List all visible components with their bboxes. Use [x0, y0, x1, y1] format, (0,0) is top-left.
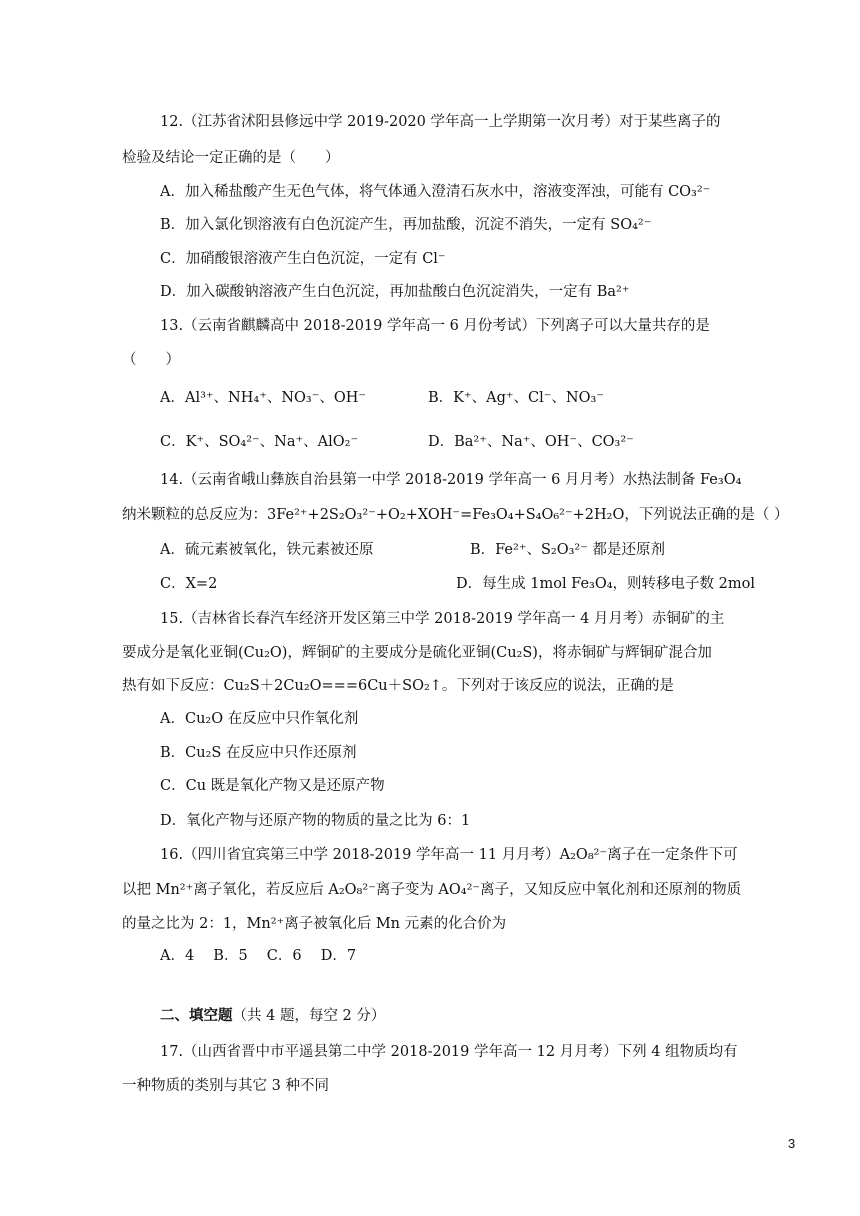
q15-stem-line3: 热有如下反应：Cu₂S＋2Cu₂O===6Cu＋SO₂↑。下列对于该反应的说法，正确的是	[122, 678, 674, 694]
q13-stem-line1: 13.（云南省麒麟高中 2018-2019 学年高一 6 月份考试）下列离子可以大量共存的是	[160, 318, 710, 334]
q15-option-a: A．Cu₂O 在反应中只作氧化剂	[160, 711, 359, 727]
q12-option-d: D．加入碳酸钠溶液产生白色沉淀，再加盐酸白色沉淀消失，一定有 Ba²⁺	[160, 284, 630, 300]
section-note: （共 4 题，每空 2 分）	[232, 1008, 386, 1024]
q15-stem-line2: 要成分是氧化亚铜(Cu₂O)，辉铜矿的主要成分是硫化亚铜(Cu₂S)，将赤铜矿与辉铜矿混合加	[122, 645, 712, 661]
q15-option-d: D．氧化产物与还原产物的物质的量之比为 6：1	[160, 813, 471, 829]
q16-stem-line1: 16.（四川省宜宾第三中学 2018-2019 学年高一 11 月月考）A₂O₈²⁻离子在一定条件下可	[160, 847, 738, 863]
section-title: 二、填空题	[160, 1008, 233, 1024]
q14-stem-line2: 纳米颗粒的总反应为：3Fe²⁺+2S₂O₃²⁻+O₂+XOH⁻=Fe₃O₄+S₄O₆²⁻+2H₂O，下列说法正确的是（ ）	[122, 507, 789, 523]
q12-stem-line1: 12.（江苏省沭阳县修远中学 2019-2020 学年高一上学期第一次月考）对于某些离子的	[160, 114, 721, 130]
q15-option-c: C．Cu 既是氧化产物又是还原产物	[160, 778, 385, 794]
q16-options: A．4 B．5 C．6 D．7	[160, 948, 357, 964]
q14-option-b: B．Fe²⁺、S₂O₃²⁻ 都是还原剂	[470, 542, 665, 558]
q14-option-a: A．硫元素被氧化，铁元素被还原	[160, 542, 374, 558]
q13-option-a: A．Al³⁺、NH₄⁺、NO₃⁻、OH⁻	[160, 390, 367, 406]
page-number: 3	[788, 1136, 796, 1151]
q14-stem-line1: 14.（云南省峨山彝族自治县第一中学 2018-2019 学年高一 6 月月考）水热法制备 Fe₃O₄	[160, 472, 742, 488]
q17-stem-line1: 17.（山西省晋中市平遥县第二中学 2018-2019 学年高一 12 月月考）下列 4 组物质均有	[160, 1044, 738, 1060]
q15-option-b: B．Cu₂S 在反应中只作还原剂	[160, 745, 357, 761]
q13-option-b: B．K⁺、Ag⁺、Cl⁻、NO₃⁻	[428, 390, 604, 406]
q13-option-d: D．Ba²⁺、Na⁺、OH⁻、CO₃²⁻	[428, 434, 634, 450]
q12-stem-line2: 检验及结论一定正确的是（ ）	[122, 150, 340, 166]
q14-option-c: C．X=2	[160, 576, 218, 592]
q14-option-d: D．每生成 1mol Fe₃O₄，则转移电子数 2mol	[456, 576, 755, 592]
q16-stem-line2: 以把 Mn²⁺离子氧化，若反应后 A₂O₈²⁻离子变为 AO₄²⁻离子，又知反应中氧化剂和还原剂的物质	[122, 882, 742, 898]
q13-option-c: C．K⁺、SO₄²⁻、Na⁺、AlO₂⁻	[160, 434, 359, 450]
q16-stem-line3: 的量之比为 2：1，Mn²⁺离子被氧化后 Mn 元素的化合价为	[122, 916, 507, 932]
q12-option-c: C．加硝酸银溶液产生白色沉淀，一定有 Cl⁻	[160, 251, 446, 267]
q12-option-a: A．加入稀盐酸产生无色气体，将气体通入澄清石灰水中，溶液变浑浊，可能有 CO₃²⁻	[160, 184, 711, 200]
q17-stem-line2: 一种物质的类别与其它 3 种不同	[122, 1078, 329, 1094]
section-heading	[160, 1006, 385, 1026]
q13-stem-line2: （ ）	[122, 352, 180, 368]
q12-option-b: B．加入氯化钡溶液有白色沉淀产生，再加盐酸，沉淀不消失，一定有 SO₄²⁻	[160, 217, 652, 233]
q15-stem-line1: 15.（吉林省长春汽车经济开发区第三中学 2018-2019 学年高一 4 月月考）赤铜矿的主	[160, 611, 725, 627]
